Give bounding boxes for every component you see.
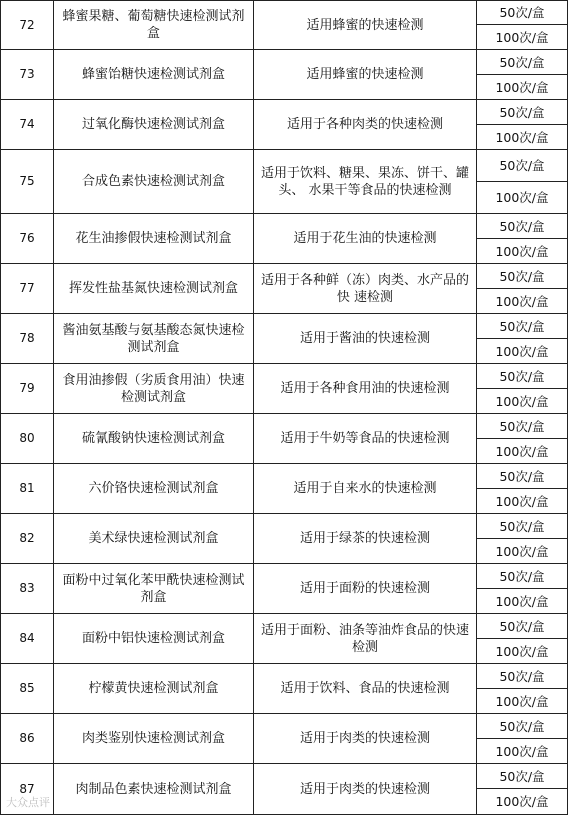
- package-size-small: 50次/盒: [477, 414, 568, 439]
- product-name: 挥发性盐基氮快速检测试剂盒: [54, 264, 254, 314]
- table-row: [1, 1, 568, 25]
- package-size-large: 100次/盒: [477, 589, 568, 614]
- product-table-body: [1, 1, 568, 815]
- product-name: 花生油掺假快速检测试剂盒: [54, 214, 254, 264]
- package-size-small: 50次/盒: [477, 100, 568, 125]
- product-name: 肉类鉴别快速检测试剂盒: [54, 714, 254, 764]
- product-name: 蜂蜜果糖、葡萄糖快速检测试剂盒: [54, 1, 254, 50]
- product-usage: 适用于肉类的快速检测: [254, 714, 477, 764]
- row-number: 85: [1, 664, 54, 714]
- row-number: 79: [1, 364, 54, 414]
- product-usage: 适用于各种食用油的快速检测: [254, 364, 477, 414]
- product-usage: 适用于绿茶的快速检测: [254, 514, 477, 564]
- product-usage: 适用蜂蜜的快速检测: [254, 1, 477, 50]
- package-size-large: 100次/盒: [477, 489, 568, 514]
- product-name: 硫氰酸钠快速检测试剂盒: [54, 414, 254, 464]
- package-size-large: 100次/盒: [477, 389, 568, 414]
- watermark: 大众点评: [6, 796, 50, 809]
- package-size-large: 100次/盒: [477, 539, 568, 564]
- row-number: 87: [1, 764, 54, 815]
- table-row: [1, 364, 568, 389]
- product-name: 肉制品色素快速检测试剂盒: [54, 764, 254, 815]
- product-name: 过氧化酶快速检测试剂盒: [54, 100, 254, 150]
- row-number: 76: [1, 214, 54, 264]
- package-size-large: 100次/盒: [477, 339, 568, 364]
- row-number: 82: [1, 514, 54, 564]
- table-row: [1, 100, 568, 125]
- table-row: [1, 514, 568, 539]
- row-number: 77: [1, 264, 54, 314]
- row-number: 84: [1, 614, 54, 664]
- product-name: 蜂蜜饴糖快速检测试剂盒: [54, 50, 254, 100]
- package-size-large: 100次/盒: [477, 182, 568, 214]
- package-size-large: 100次/盒: [477, 439, 568, 464]
- product-usage: 适用于各种肉类的快速检测: [254, 100, 477, 150]
- product-usage: 适用于花生油的快速检测: [254, 214, 477, 264]
- table-row: [1, 614, 568, 639]
- package-size-large: 100次/盒: [477, 739, 568, 764]
- table-row: [1, 214, 568, 239]
- table-row: [1, 664, 568, 689]
- product-name: 美术绿快速检测试剂盒: [54, 514, 254, 564]
- product-usage: 适用于面粉、油条等油炸食品的快速检测: [254, 614, 477, 664]
- package-size-large: 100次/盒: [477, 25, 568, 50]
- package-size-large: 100次/盒: [477, 789, 568, 815]
- product-name: 六价铬快速检测试剂盒: [54, 464, 254, 514]
- package-size-small: 50次/盒: [477, 50, 568, 75]
- package-size-small: 50次/盒: [477, 764, 568, 789]
- table-row: [1, 564, 568, 589]
- row-number: 72: [1, 1, 54, 50]
- product-name: 柠檬黄快速检测试剂盒: [54, 664, 254, 714]
- product-usage: 适用于饮料、食品的快速检测: [254, 664, 477, 714]
- row-number: 74: [1, 100, 54, 150]
- table-row: [1, 464, 568, 489]
- row-number: 83: [1, 564, 54, 614]
- package-size-large: 100次/盒: [477, 639, 568, 664]
- product-usage: 适用于酱油的快速检测: [254, 314, 477, 364]
- product-name: 食用油掺假（劣质食用油）快速检测试剂盒: [54, 364, 254, 414]
- package-size-large: 100次/盒: [477, 125, 568, 150]
- table-row: [1, 150, 568, 182]
- product-usage: 适用于肉类的快速检测: [254, 764, 477, 815]
- product-usage: 适用于自来水的快速检测: [254, 464, 477, 514]
- package-size-small: 50次/盒: [477, 714, 568, 739]
- product-usage: 适用于饮料、糖果、果冻、饼干、罐头、 水果干等食品的快速检测: [254, 150, 477, 214]
- package-size-large: 100次/盒: [477, 689, 568, 714]
- table-row: [1, 264, 568, 289]
- row-number: 78: [1, 314, 54, 364]
- product-usage: 适用于面粉的快速检测: [254, 564, 477, 614]
- product-name: 面粉中过氧化苯甲酰快速检测试剂盒: [54, 564, 254, 614]
- row-number: 86: [1, 714, 54, 764]
- product-name: 面粉中铝快速检测试剂盒: [54, 614, 254, 664]
- package-size-small: 50次/盒: [477, 514, 568, 539]
- table-row: [1, 50, 568, 75]
- product-usage: 适用蜂蜜的快速检测: [254, 50, 477, 100]
- package-size-small: 50次/盒: [477, 150, 568, 182]
- product-name: 酱油氨基酸与氨基酸态氮快速检测试剂盒: [54, 314, 254, 364]
- row-number: 75: [1, 150, 54, 214]
- package-size-small: 50次/盒: [477, 614, 568, 639]
- package-size-large: 100次/盒: [477, 239, 568, 264]
- package-size-small: 50次/盒: [477, 364, 568, 389]
- table-row: [1, 714, 568, 739]
- row-number: 81: [1, 464, 54, 514]
- product-name: 合成色素快速检测试剂盒: [54, 150, 254, 214]
- row-number: 80: [1, 414, 54, 464]
- product-usage: 适用于各种鲜（冻）肉类、水产品的快 速检测: [254, 264, 477, 314]
- package-size-small: 50次/盒: [477, 1, 568, 25]
- package-size-large: 100次/盒: [477, 75, 568, 100]
- table-row: [1, 764, 568, 789]
- package-size-small: 50次/盒: [477, 214, 568, 239]
- package-size-small: 50次/盒: [477, 264, 568, 289]
- package-size-small: 50次/盒: [477, 664, 568, 689]
- product-usage: 适用于牛奶等食品的快速检测: [254, 414, 477, 464]
- table-row: [1, 314, 568, 339]
- package-size-small: 50次/盒: [477, 314, 568, 339]
- package-size-small: 50次/盒: [477, 464, 568, 489]
- row-number: 73: [1, 50, 54, 100]
- table-row: [1, 414, 568, 439]
- package-size-small: 50次/盒: [477, 564, 568, 589]
- package-size-large: 100次/盒: [477, 289, 568, 314]
